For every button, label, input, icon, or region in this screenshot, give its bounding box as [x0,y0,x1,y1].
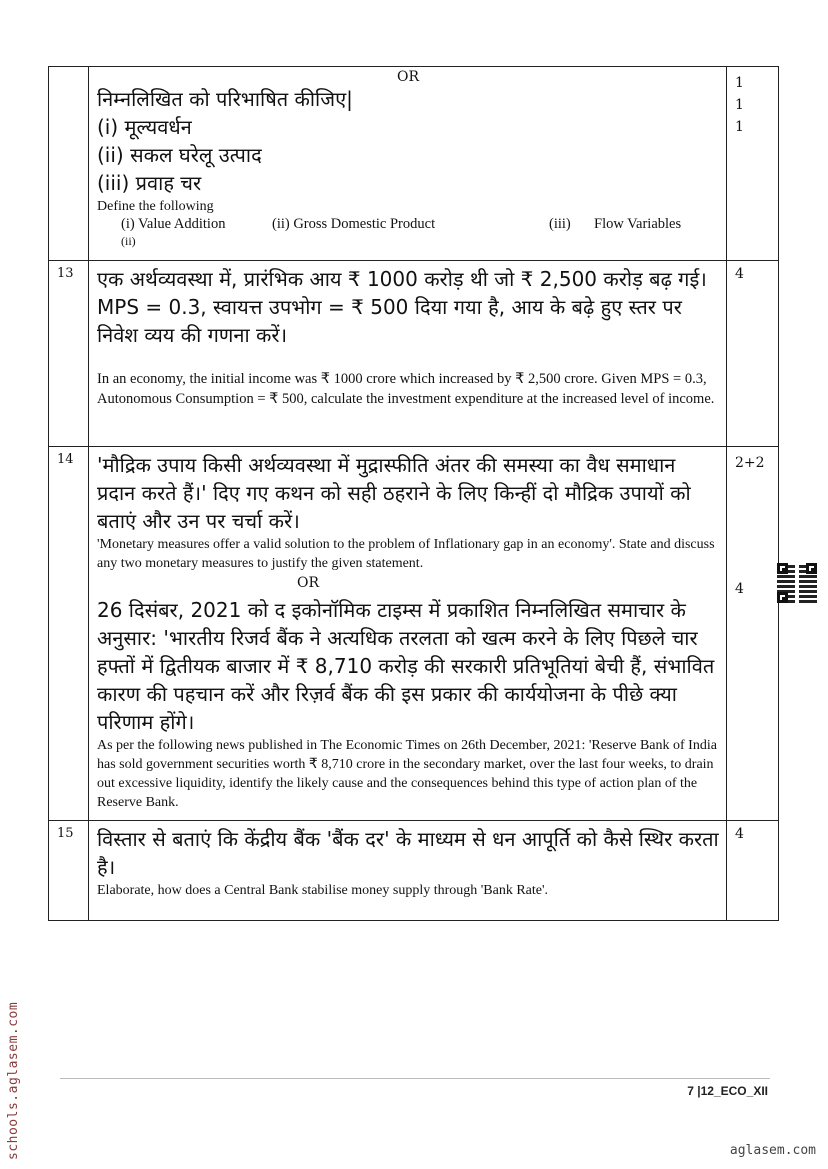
english-title: Define the following [97,199,214,214]
marks-value: 4 [735,581,744,597]
question-table [48,66,779,921]
watermark-left: schools.aglasem.com [6,1001,21,1160]
or-label: OR [396,69,420,85]
question-body [89,261,727,447]
question-number [49,67,89,261]
hindi-text: 'मौद्रिक उपाय किसी अर्थव्यवस्था में मुद्रास्फीति अंतर की समस्या का वैध समाधान प्रदान करते हैं।' दिए गए कथन को सही ठहराने के लिए किन्हीं दो मौद्रिक उपायों को बताएं और उन पर चर्चा करें। [97,453,691,533]
question-number: 15 [49,821,89,921]
hindi-item: (iii) प्रवाह चर [97,171,202,195]
english-options [97,216,719,254]
table-row [49,261,779,447]
hindi-text: एक अर्थव्यवस्था में, प्रारंभिक आय ₹ 1000 करोड़ थी जो ₹ 2,500 करोड़ बढ़ गई। MPS = 0.3, स्वायत्त उपभोग = ₹ 500 दिया गया है, आय के बढ़े हुए स्तर पर निवेश व्यय की गणना करें। [97,267,707,347]
question-body [89,67,727,261]
page-footer: 7 |12_ECO_XII [687,1084,768,1098]
english-text: In an economy, the initial income was ₹ 1000 crore which increased by ₹ 2,500 crore. Given MPS = 0.3, Autonomous Consumption = ₹ 500, calculate the investment expenditure at the increased level of income. [97,371,715,407]
marks-cell: 4 [727,261,779,447]
question-body [89,447,727,821]
hindi-item: (ii) सकल घरेलू उत्पाद [97,143,262,167]
option-flow-variables: Flow Variables [594,216,682,232]
hindi-text: 26 दिसंबर, 2021 को द इकोनॉमिक टाइम्स में प्रकाशित निम्नलिखित समाचार के अनुसार: 'भारतीय रिजर्व बैंक ने अत्यधिक तरलता को खत्म करने के लिए पिछले चार हफ्तों में द्वितीयक बाजार में ₹ 8,710 करोड़ की सरकारी प्रतिभूतियां बेची हैं, संभावित कारण की पहचान करें और रिज़र्व बैंक की इस प्रकार की कार्ययोजना के पीछे क्या परिणाम होंगे। [97,598,715,734]
marks-value: 2+2 [735,455,765,471]
option-value-addition: (i) Value Addition [121,216,226,232]
marks-value: 1 [735,119,744,135]
marks-cell [727,447,779,821]
marks-cell [727,67,779,261]
table-row [49,447,779,821]
marks-value: 1 [735,97,744,113]
english-text: 'Monetary measures offer a valid solution to the problem of Inflationary gap in an economy'. State and discuss any two monetary measures to justify the given statement. [97,537,715,571]
option-stray-label: (ii) [121,234,136,248]
watermark-bottom: aglasem.com [729,1143,816,1158]
question-number: 13 [49,261,89,447]
table-row [49,67,779,261]
qr-code-icon [777,563,817,603]
english-text: Elaborate, how does a Central Bank stabilise money supply through 'Bank Rate'. [97,883,549,898]
or-label: OR [297,575,320,591]
hindi-item: (i) मूल्यवर्धन [97,115,192,139]
marks-value: 1 [735,75,744,91]
hindi-text: विस्तार से बताएं कि केंद्रीय बैंक 'बैंक दर' के माध्यम से धन आपूर्ति को कैसे स्थिर करता है। [97,827,719,879]
question-body [89,821,727,921]
hindi-title: निम्नलिखित को परिभाषित कीजिए| [97,87,353,111]
footer-divider [60,1078,770,1079]
option-iii-label: (iii) [549,216,571,232]
option-gdp: (ii) Gross Domestic Product [272,216,436,232]
table-row [49,821,779,921]
marks-cell: 4 [727,821,779,921]
question-number: 14 [49,447,89,821]
english-text: As per the following news published in The Economic Times on 26th December, 2021: 'Reserve Bank of India has sold government securities worth ₹ 8,710 crore in the secondary market, over the last four weeks, to drain out excessive liquidity, identify the likely cause and the consequences behind this type of action plan of the Reserve Bank. [97,738,717,810]
